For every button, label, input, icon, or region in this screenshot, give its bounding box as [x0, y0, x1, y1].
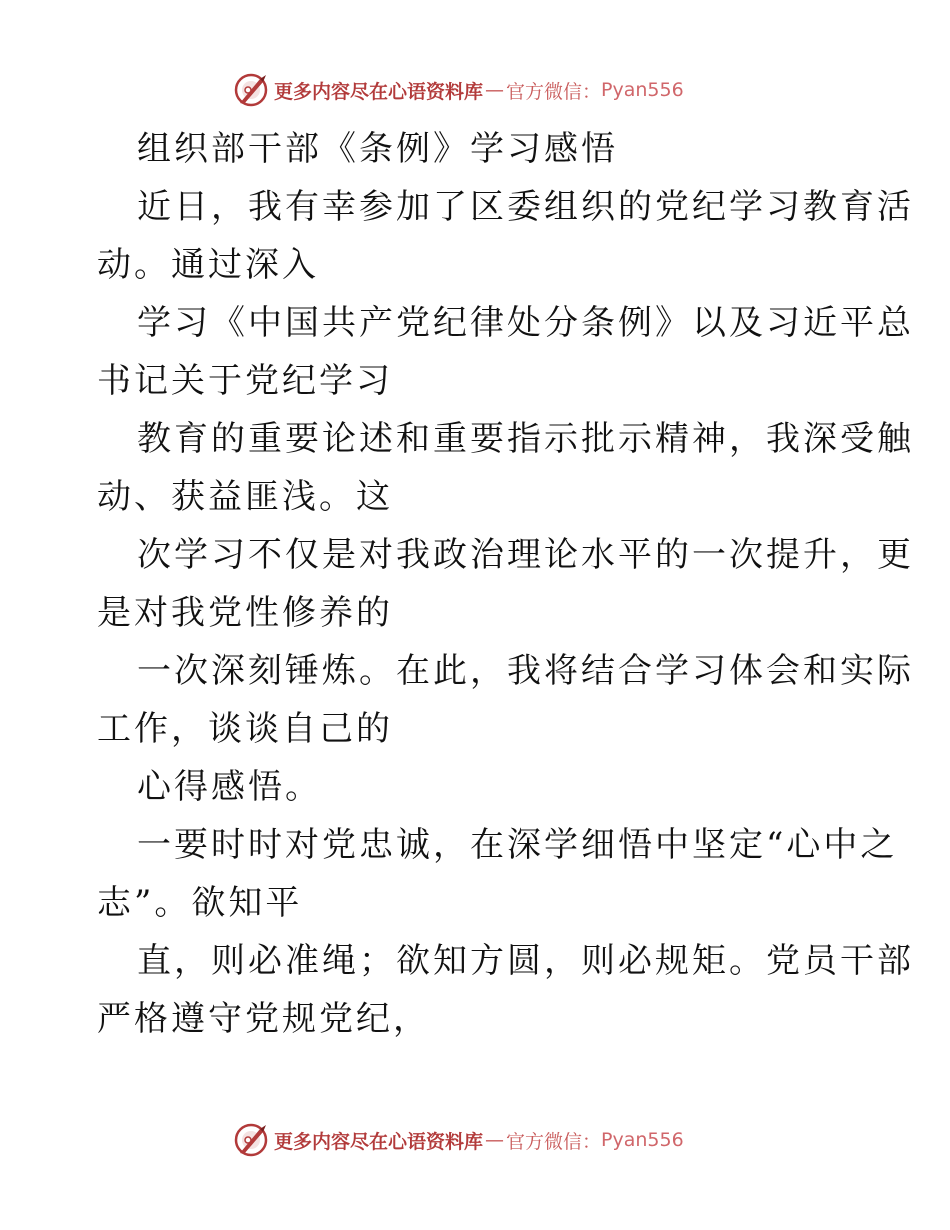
paragraph-line: 工作，谈谈自己的 — [97, 709, 393, 749]
paragraph-line: 动、获益匪浅。这 — [97, 477, 393, 517]
paragraph-line: 教育的重要论述和重要指示批示精神，我深受触 — [137, 419, 914, 459]
banner-dash: — — [485, 79, 505, 101]
banner-brand-text: 更多内容尽在心语资料库 — [274, 1130, 484, 1153]
banner-wechat-id: Pyan556 — [601, 1129, 684, 1151]
document-title: 组织部干部《条例》学习感悟 — [137, 129, 618, 169]
paragraph-line: 一次深刻锤炼。在此，我将结合学习体会和实际 — [137, 651, 914, 691]
quill-pen-logo-icon — [232, 71, 270, 109]
document-body — [97, 120, 914, 1048]
header-banner — [232, 70, 684, 110]
paragraph-line: 动。通过深入 — [97, 245, 319, 285]
paragraph-line: 近日，我有幸参加了区委组织的党纪学习教育活 — [137, 187, 914, 227]
quill-pen-logo-icon — [232, 1121, 270, 1159]
paragraph-line: 书记关于党纪学习 — [97, 361, 393, 401]
paragraph-line: 学习《中国共产党纪律处分条例》以及习近平总 — [137, 303, 914, 343]
banner-brand-text: 更多内容尽在心语资料库 — [274, 80, 484, 103]
banner-dash: — — [485, 1129, 505, 1151]
paragraph-line: 是对我党性修养的 — [97, 593, 393, 633]
paragraph-line: 严格遵守党规党纪， — [97, 999, 430, 1039]
paragraph-line: 次学习不仅是对我政治理论水平的一次提升，更 — [137, 535, 914, 575]
banner-wechat-label: 官方微信： — [506, 1130, 602, 1153]
footer-banner — [232, 1120, 684, 1160]
paragraph-line: 直，则必准绳；欲知方圆，则必规矩。党员干部 — [137, 941, 914, 981]
banner-wechat-label: 官方微信： — [506, 80, 602, 103]
paragraph-line: 一要时时对党忠诚，在深学细悟中坚定“心中之 — [137, 825, 898, 865]
paragraph-line: 心得感悟。 — [137, 767, 322, 807]
banner-wechat-id: Pyan556 — [601, 79, 684, 101]
paragraph-line: 志”。欲知平 — [97, 883, 303, 923]
